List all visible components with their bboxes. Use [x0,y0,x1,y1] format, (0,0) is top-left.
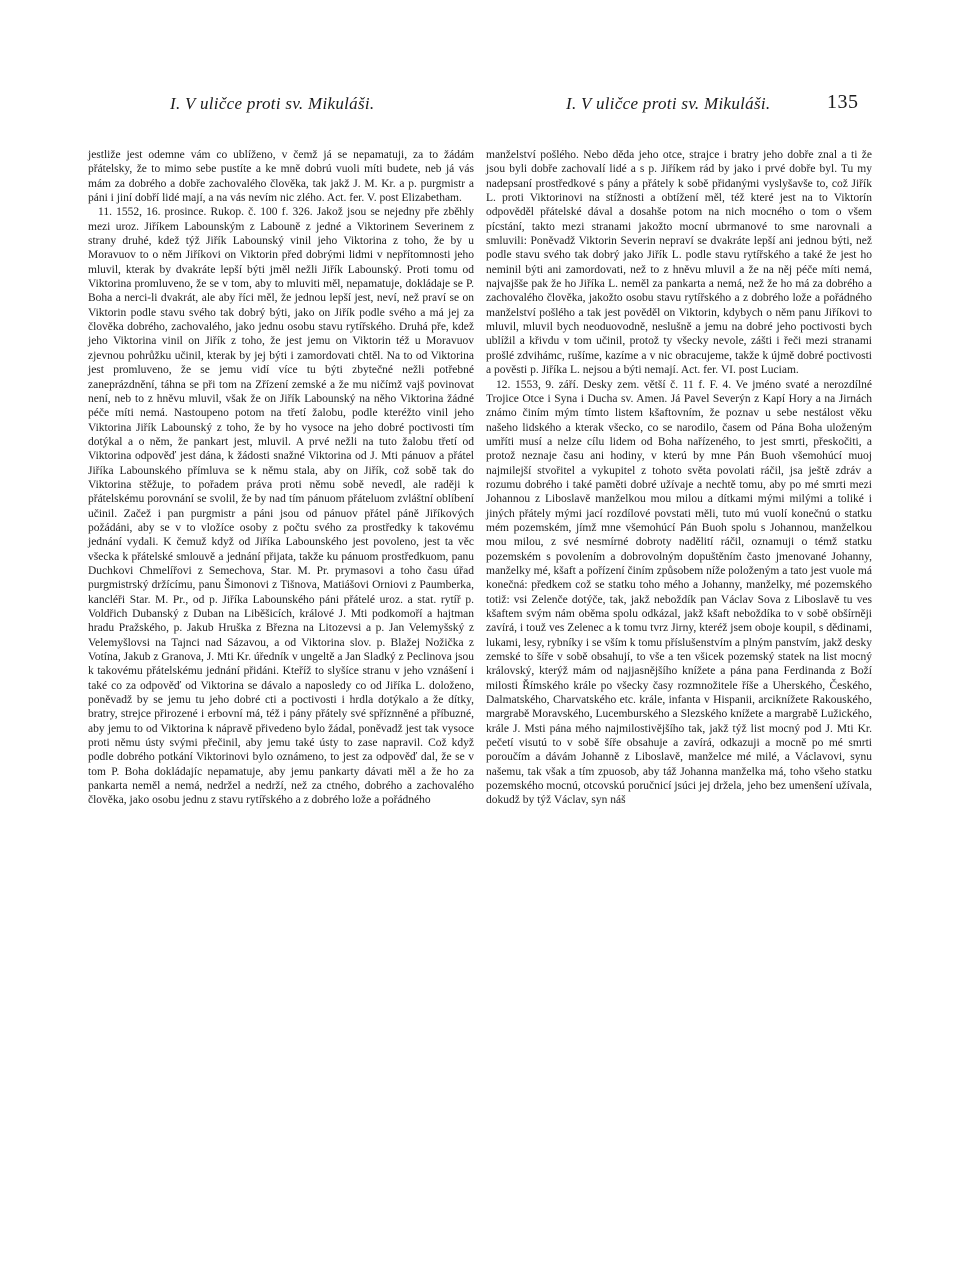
left-running-head: I. V uličce proti sv. Mikuláši. [170,94,375,113]
right-paragraph-entry-12: 12. 1553, 9. září. Desky zem. větší č. 11 f. F. 4. Ve jméno svaté a nerozdílné Trojice Otce i Syna i Ducha sv. Amen. Já Pavel Severýn z Kapí Hory a na Jirnách známo činím mým tímto listem kšaftovním, že poznav u sebe nestálost věku našeho lidského a kterak všecko, co se narodilo, časem od Pána Boha uloženým umříti musí a nelze cílu lidem od Boha nařízeného, to jest smrti, přeskočiti, a protož neznaje času ani hodiny, v kterú by mne Pán Buoh všemohúcí muoj najmilejší stvořitel a vykupitel z tohoto světa povolati ráčil, jsa ještě zdráv a rozumu dobrého i také paměti dobré užívaje a nechtě tomu, aby po mé smrti mezi Johannou z Liboslavě manželkou mou milou a dítkami mými milými a toliké i jiných přátely mými jací rozdílové povstati měli, tuto mú vuolí konečnú o statku mém pozemském, jímž mne všemohúcí Pán Buoh spolu s Johannou, manželkou mou milou, z své nesmírné dobroty nadělití ráčil, oznamuji o témž statku pozemském s povolením a dobrovolným dopuštěním často jmenované Johanny, manželky mé, kšaft a pořízení činím způsobem níže položeným a tato jest vuole má konečná: předkem což se statku toho mého a Johanny, manželky, mé pozemského totiž: vsi Zelenče dotýče, tak, jakž neboždík pan Václav Sova z Liboslavě tu ves kšaftem svým nám oběma spolu odkázal, jakž kšaft neboždíka to v sobě obšírněji zavírá, i touž ves Zelenec a k tomu tvrz Jirny, kteréž jsem oboje koupil, s dědinami, lukami, lesy, rybníky i se vším k tomu příslušenstvím a plným panstvím, jakž desky zemské to šíře v sobě obsahují, to vše a ten všicek pozemský statek na list mocný královský, kterýž mám od najjasnějšího knížete a pána pana Ferdinanda z Boží milosti Římského krále po všecky časy rozmnožitele říše a Uherského, Českého, Dalmatského, Charvatského etc. krále, infanta v Hispanii, arciknížete Rakouského, margrabě Moravského, Lucemburského a Slezského knížete a margrabě Lužického, krále J. Msti pána mého najmilostivějšího tak, jakž týž list mocný pod J. Mti Kr. pečetí visutú to v sobě šíře obsahuje a zavírá, odkazuji a mocně po mé smrti poroučím a dávám Johanně z Liboslavě, manželce mé milé, a Václavovi, synu našemu, tak však a tím zpuosob, aby táž Johanna manželka má, toho všeho statku pozemského mocnú, otcovskú poručnicí jsúci jej držela, jeho bez umenšení užívala, dokudž by týž Václav, syn náš [486,378,872,807]
right-text-column [486,148,872,808]
left-paragraph-continuation: jestliže jest odemne vám co ublíženo, v čemž já se nepamatuji, za to žádám přátelsky, že to mimo sebe pustíte a ke mně dobrú vuoli míti budete, neb já vás mám za dobrého a dobře zachovalého člověka, tak jakž J. M. Kr. a p. purgmistr a páni i jiní dobří lidé mají, a na vás nevím nic zlého. Act. fer. V. post Elizabetham. [88,149,474,205]
right-running-head: I. V uličce proti sv. Mikuláši. [566,94,771,113]
left-text-column [88,148,474,808]
left-paragraph-entry-11: 11. 1552, 16. prosince. Rukop. č. 100 f. 326. Jakož jsou se nejedny pře zběhly mezi uroz. Jiříkem Labounským z Labouně z jedné a Viktorinem Severinem z strany druhé, kdež týž Jiřík Labounský vinil jeho Viktorina z toho, že by u Moravuov to o něm Jiříkovi on Viktorin před dobrými lidmi v nepřítomnosti jeho mluvil, kterak by dvakráte lepší býti jměl nežli Jiřík Labounský. Proti tomu od Viktorina promluveno, že se v tom, aby to mluviti měl, nepamatuje, dokládaje se P. Boha a nerci-li dvakrát, ale aby říci měl, že jednou lepší jest, neví, než praví se on Viktorin podle stavu svého tak dobrý býti, jako on Jiřík podle svého a má jej za člověka dobrého, zachovalého, jako jednu osobu stavu rytířského. Druhá pře, kdež jeho Viktorina vinil on Jiřík z toho, že jest jemu on Viktorin též u Moravuov zjevnou pohrůžku učinil, kterak by jej býti i zamordovati chtěl. Na to od Viktorina jest promluveno, že se jemu vidí více tu býti zbytečné nežli potřebné zaneprázdnění, táhna se při tom na Zřízení zemské a že mu ničímž vajš povinovat není, neb to z hněvu mluvil, však že on Jiřík Labounský na něho Viktorina žádné péče míti nemá. Nastoupeno potom na třetí žalobu, podle kteréžto vinil jeho Viktorina Jiřík Labounský z toho, že by ho vysoce na jeho dobré poctivosti tím dotýkal a o něm, že pankart jest, mluvil. A prvé nežli na tuto žalobu třetí od Viktorina odpověď jest dána, k žádosti snažné Viktorina od J. Mti pánuov a přátel Jiříka Labounského přímluva se k němu stala, aby on Jiřík, což sobě tak do Viktorina stěžuje, to pořadem práva proti němu sobě nevedl, ale raději k přátelskému porovnání se svolil, že by nad tím pánuom přáteluom zvláštní oblíbení učinil. Začež i pan purgmistr a páni jsou od pánuov přátel páně Jiříkových požádáni, aby se v to vložíce osoby z počtu svého za prostředky k takovému jednání vydali. K čemuž když od Jiříka Labounského jest povoleno, jest ta věc všecka k přátelské smlouvě a jednání přijata, takže ku pánuom prostředkuom, panu Duchkovi Chmelířovi z Semechova, Star. M. Pr. prymasovi a toho času úřad purgmistrský držícímu, panu Šimonovi z Tišnova, Matiášovi Orniovi z Paumberka, kancléři Star. M. Pr., od p. Jiříka Labounského páni přátelé uroz. a stat. rytíř p. Voldřich Dubanský z Duban na Liběšicích, králové J. Mti podkomoří a hajtman hradu Pražského, p. Jakub Hruška z Března na Litozevsi a p. Jan Velemyšský z Velemyšlovsi na Tajnci nad Sázavou, a od Viktorina slov. p. Blažej Nožička z Votína, Jakub z Granova, J. Mti Kr. úředník v ungeltě a Jan Sladký z Peclinova jsou k takovému přátelskému jednání přidáni. Kteříž to slyšíce stranu v jeho vznášení i také co za odpověď od Viktorina se dávalo a naposledy co od Jiříka L. doloženo, poněvadž by se jemu tu jeho dobré cti a poctivosti i hrdla dotýkalo a že dítky, bratry, strejce přirozené i erbovní má, též i pány přátely své spříznněné a příbuzné, aby jemu to od Viktorina k nápravě přivedeno bylo žádal, poněvadž jest tak vysoce proti němu ústy svými přečinil, aby jemu také ústy to zase napravil. Což když podle dobrého potkání Viktorinovi bylo oznámeno, to jest za odpověď dal, že se v tom P. Boha dokládajíc nepamatuje, aby jemu pankarty dávati měl a že ho za pankarta neměl a nemá, nedržel a nedrží, než za ctného, dobrého a zachovalého člověka, jako osobu jednu z stavu rytířského a z dobrého lože a pořádného [88,206,474,807]
right-paragraph-continuation: manželství pošlého. Nebo děda jeho otce, strajce i bratry jeho dobře znal a ti že jsou byli dobře zachovalí lidé a s p. Jiříkem rád by jako i prvé dobře byl. Tu my nadepsaní prostředkové s pány a přátely k sobě přidanými vyslyšavše to, což Jiřík L. proti Viktorinovi na stížnosti a obtížení měl, též které jest na to Viktorín odpověděl přátelské dával a dosahše potom na nich mocného o tom o všem pícstání, takto mezi stranami jakožto mocní ubrmanové to sme narovnali a smluvili: Poněvadž Viktorin Severin nepraví se dvakráte lepší ani jednou býti, než podle stavu svého tak dobrý jako Jiřík L. podle stavu rytířského a také že jest ho neminil býti ani zamordovati, než to z hněvu mluvil a že na něj péče míti nemá, najvajšše pak že ho Jiříka L. neměl za pankarta a nemá, než že ho má za dobrého a zachovalého člověka, jakožto osobu stavu rytířského a z dobrého lože a pořádného manželství pošlého a tak jest pověděl on Viktorin, kdybych o něm panu Jiříkovi to mluvil, mluvil bych neoduovodně, neslušně a jemu na dobré jeho poctivosti bych ublížil a křivdu v tom učinil, protož ty všecky nevole, zášti i řeči mezi stranami prošlé zdvihámc, rušíme, kazíme a v nic obracujeme, takže k újmě dobré poctivosti a pověsti p. Jiříka L. nejsou a býti nemají. Act. fer. VI. post Luciam. [486,149,872,377]
page-number: 135 [827,91,859,113]
